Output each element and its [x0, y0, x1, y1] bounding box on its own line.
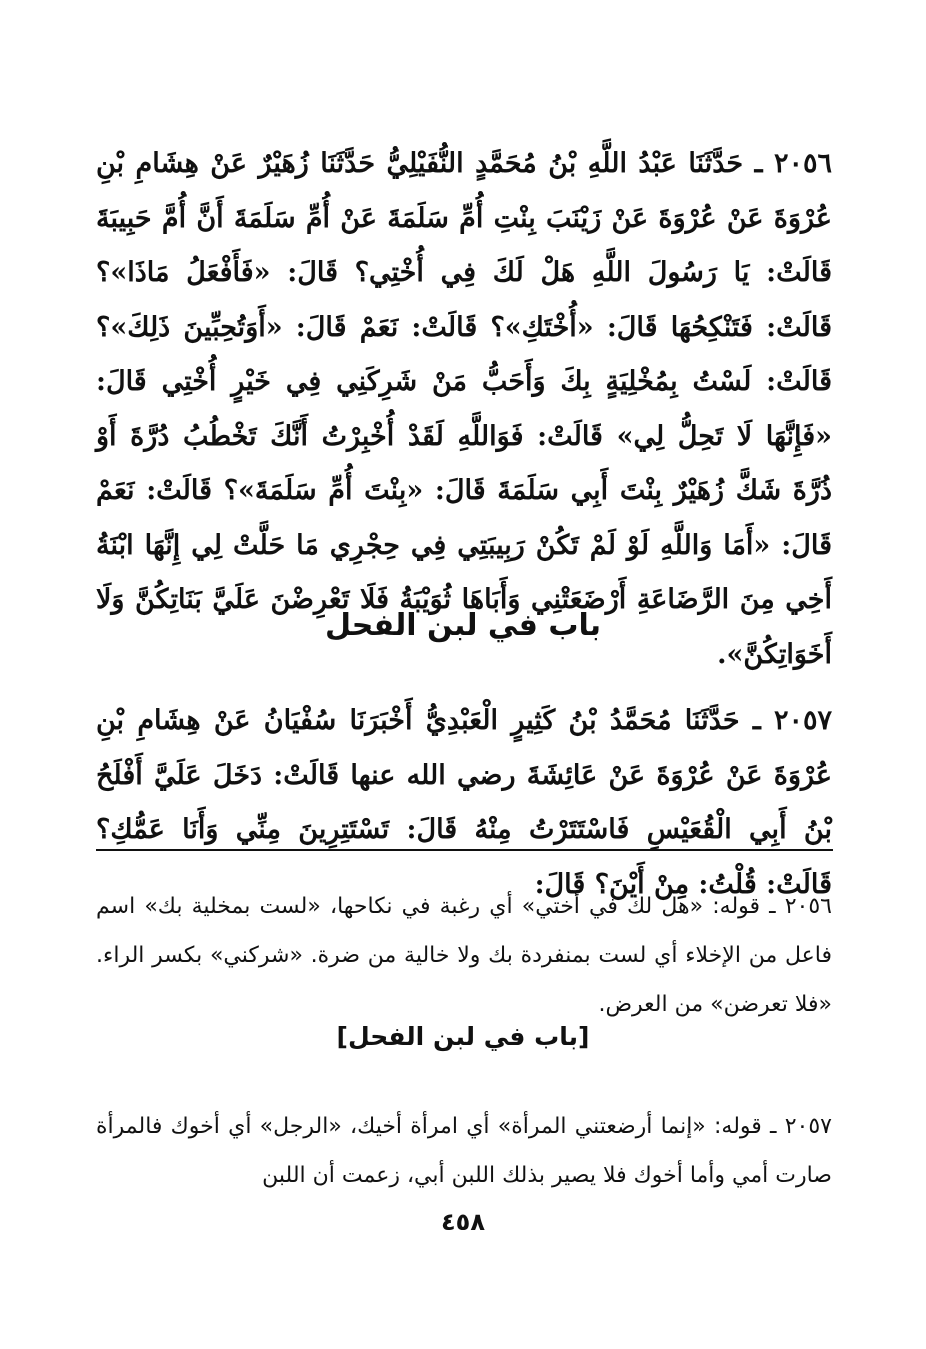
page-number: ٤٥٨	[441, 1208, 485, 1236]
hadith-2057-paragraph: ٢٠٥٧ ـ حَدَّثَنَا مُحَمَّدُ بْنُ كَثِيرٍ الْعَبْدِيُّ أَخْبَرَنَا سُفْيَانُ عَنْ هِشَامِ بْنِ عُرْوَةَ عَنْ عُرْوَةَ عَنْ عَائِشَةَ رضي الله عنها قَالَتْ: دَخَلَ عَلَيَّ أَفْلَحُ بْنُ أَبِي الْقُعَيْسِ فَاسْتَتَرْتُ مِنْهُ قَالَ: تَسْتَتِرِينَ مِنِّي وَأَنَا عَمُّكِ؟ قَالَتْ: قُلْتُ: مِنْ أَيْنَ؟ قَالَ:	[96, 705, 832, 900]
hadith-2056-paragraph: ٢٠٥٦ ـ حَدَّثَنَا عَبْدُ اللَّهِ بْنُ مُحَمَّدٍ النُّفَيْلِيُّ حَدَّثَنَا زُهَيْرٌ عَنْ هِشَامِ بْنِ عُرْوَةَ عَنْ عُرْوَةَ عَنْ زَيْنَبَ بِنْتِ أُمِّ سَلَمَةَ عَنْ أُمِّ سَلَمَةَ أَنَّ أُمَّ حَبِيبَةَ قَالَتْ: يَا رَسُولَ اللَّهِ هَلْ لَكَ فِي أُخْتِي؟ قَالَ: «فَأَفْعَلُ مَاذَا»؟ قَالَتْ: فَتَنْكِحُهَا قَالَ: «أُخْتَكِ»؟ قَالَتْ: نَعَمْ قَالَ: «أَوَتُحِبِّينَ ذَلِكَ»؟ قَالَتْ: لَسْتُ بِمُخْلِيَةٍ بِكَ وَأَحَبُّ مَنْ شَرِكَنِي فِي خَيْرٍ أُخْتِي قَالَ: «فَإِنَّهَا لَا تَحِلُّ لِي» قَالَتْ: فَوَاللَّهِ لَقَدْ أُخْبِرْتُ أَنَّكَ تَخْطُبُ دُرَّةَ أَوْ ذُرَّةَ شَكَّ زُهَيْرٌ بِنْتَ أَبِي سَلَمَةَ قَالَ: «بِنْتَ أُمِّ سَلَمَةَ»؟ قَالَتْ: نَعَمْ قَالَ: «أَمَا وَاللَّهِ لَوْ لَمْ تَكُنْ رَبِيبَتِي فِي حِجْرِي مَا حَلَّتْ لِي إِنَّهَا ابْنَةُ أَخِي مِنَ الرَّضَاعَةِ أَرْضَعَتْنِي وَأَبَاهَا ثُوَيْبَةُ فَلَا تَعْرِضْنَ عَلَيَّ بَنَاتِكُنَّ وَلَا أَخَوَاتِكُنَّ».	[96, 148, 832, 670]
chapter-heading: باب في لبن الفحل	[324, 608, 602, 643]
footnote-2057: ٢٠٥٧ ـ قوله: «إنما أرضعتني المرأة» أي امرأة أخيك، «الرجل» أي أخوك فالمرأة صارت أمي وأما أخوك فلا يصير بذلك اللبن أبي، زعمت أن اللبن	[96, 1114, 832, 1188]
footnote-divider	[96, 849, 833, 851]
footnote-2056: ٢٠٥٦ ـ قوله: «هل لك في أختي» أي رغبة في نكاحها، «لست بمخلية بك» اسم فاعل من الإخلاء أي لست بمنفردة بك ولا خالية من ضرة. «شركني» بكسر الراء. «فلا تعرضن» من العرض.	[96, 894, 832, 1017]
footnote-chapter-heading: [باب في لبن الفحل]	[336, 1022, 590, 1051]
